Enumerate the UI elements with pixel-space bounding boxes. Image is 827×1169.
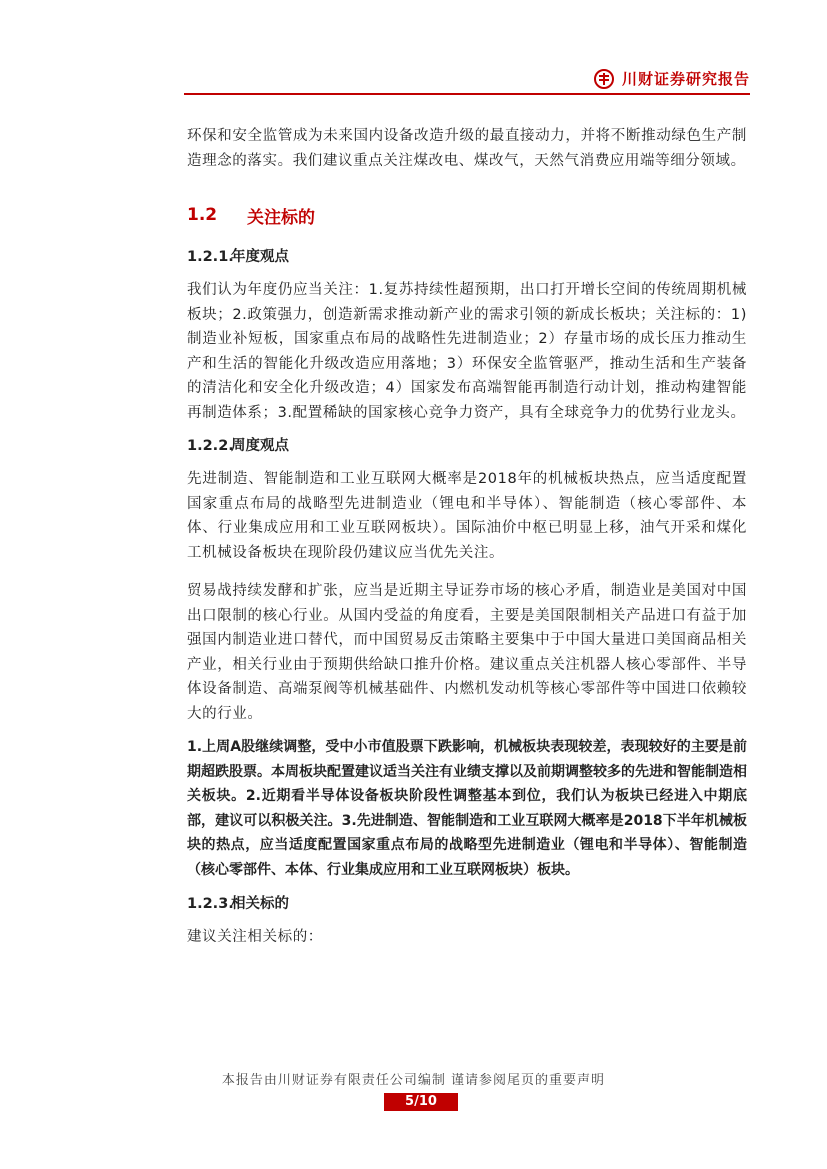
page-header [184, 62, 750, 94]
header-divider [184, 93, 750, 95]
subsection-title: 年度观点 [231, 249, 289, 265]
intro-paragraph: 环保和安全监管成为未来国内设备改造升级的最直接动力，并将不断推动绿色生产制造理念的落实。我们建议重点关注煤改电、煤改气，天然气消费应用端等细分领域。 [187, 128, 747, 169]
subsection-number: 1.2.3. [187, 896, 234, 912]
brand-name: 川财证券研究报告 [621, 70, 750, 88]
targets-paragraph: 建议关注相关标的： [187, 929, 323, 945]
footer-disclaimer: 本报告由川财证券有限责任公司编制 谨请参阅尾页的重要声明 [221, 1073, 606, 1088]
subsection-heading-weekly [187, 434, 747, 458]
section-title: 关注标的 [247, 207, 315, 228]
annual-view-paragraph: 我们认为年度仍应当关注：1.复苏持续性超预期，出口打开增长空间的传统周期机械板块；2.政策强力，创造新需求推动新产业的需求引领的新成长板块；关注标的：1)制造业补短板，国家重点布局的战略性先进制造业；2）存量市场的成长压力推动生产和生活的智能化升级改造应用落地；3）环保安全监管驱严，推动生活和生产装备的清洁化和安全化升级改造；4）国家发布高端智能再制造行动计划，推动构建智能再制造体系；3.配置稀缺的国家核心竞争力资产，具有全球竞争力的优势行业龙头。 [187, 282, 747, 421]
subsection-heading-annual [187, 245, 747, 269]
subsection-number: 1.2.1. [187, 249, 234, 265]
subsection-number: 1.2.2. [187, 438, 234, 454]
section-number: 1.2 [187, 205, 218, 225]
weekly-summary-bold: 1.上周A股继续调整，受中小市值股票下跌影响，机械板块表现较差，表现较好的主要是前期超跌股票。本周板块配置建议适当关注有业绩支撑以及前期调整较多的先进和智能制造相关板块。2.近期看半导体设备板块阶段性调整基本到位，我们认为板块已经进入中期底部，建议可以积极关注。3.先进制造、智能制造和工业互联网大概率是2018下半年机械板块的热点，应当适度配置国家重点布局的战略型先进制造业（锂电和半导体）、智能制造（核心零部件、本体、行业集成应用和工业互联网板块）板块。 [187, 739, 747, 878]
subsection-title: 周度观点 [231, 438, 289, 454]
report-body [187, 124, 747, 964]
brand [594, 68, 750, 89]
chuancai-logo-icon [594, 69, 614, 89]
weekly-view-paragraph-1: 先进制造、智能制造和工业互联网大概率是2018年的机械板块热点，应当适度配置国家重点布局的战略型先进制造业（锂电和半导体）、智能制造（核心零部件、本体、行业集成应用和工业互联网板块）。国际油价中枢已明显上移，油气开采和煤化工机械设备板块在现阶段仍建议应当优先关注。 [187, 471, 747, 561]
section-heading [187, 203, 747, 227]
page-number-badge: 5/10 [384, 1093, 458, 1111]
weekly-view-paragraph-2: 贸易战持续发酵和扩张，应当是近期主导证券市场的核心矛盾，制造业是美国对中国出口限制的核心行业。从国内受益的角度看，主要是美国限制相关产品进口有益于加强国内制造业进口替代，而中国贸易反击策略主要集中于中国大量进口美国商品相关产业，相关行业由于预期供给缺口推升价格。建议重点关注机器人核心零部件、半导体设备制造、高端泵阀等机械基础件、内燃机发动机等核心零部件等中国进口依赖较大的行业。 [187, 583, 747, 722]
subsection-heading-targets [187, 892, 747, 916]
subsection-title: 相关标的 [231, 896, 289, 912]
